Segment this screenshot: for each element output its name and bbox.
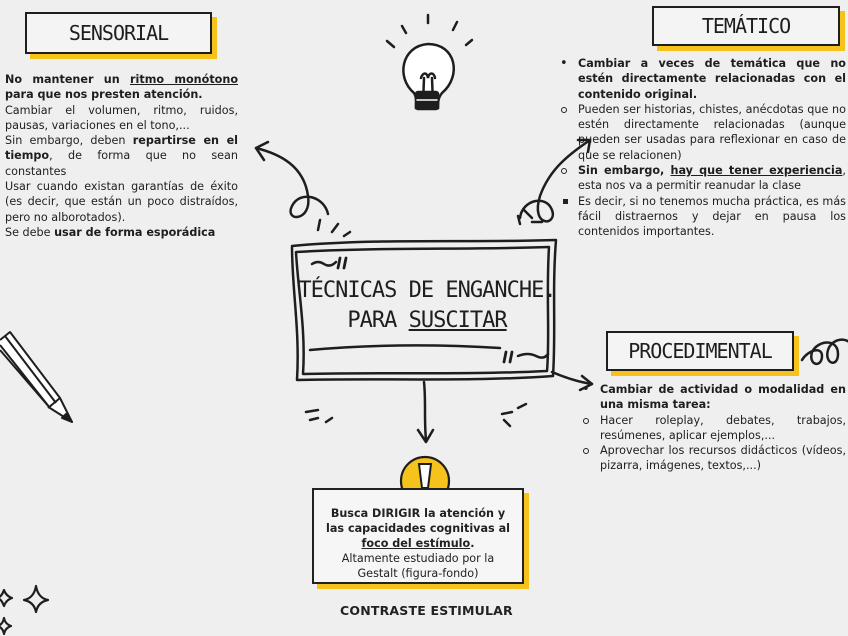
list-item: Es decir, si no tenemos mucha práctica, es más fácil distraernos y dejar en pausa los contenidos importantes. [578,194,846,239]
contraste-note: Altamente estudiado por la Gestalt (figura-fondo) [341,552,495,580]
sensorial-header [25,12,212,54]
contraste-box [312,488,524,584]
tematico-header [652,6,840,46]
spiral-doodle-icon [802,340,848,364]
central-title-line2: PARA SUSCITAR [347,308,507,333]
central-title [296,276,558,336]
tematico-title: TEMÁTICO [701,14,791,38]
procedimental-header [606,331,794,371]
tematico-content [578,56,846,240]
list-item: Hacer roleplay, debates, trabajos, resúmenes, aplicar ejemplos,... [600,413,846,442]
contraste-description: Busca DIRIGIR la atención y las capacidades cognitivas al foco del estímulo. [326,507,510,550]
list-item: Aprovechar los recursos didácticos (vídeos, pizarra, imágenes, textos,...) [600,444,846,473]
list-item: • No mantener un ritmo monótono para que nos presten atención. Cambiar el volumen, ritmo, ruidos, pausas, variaciones en el tono,... Sin embargo, deben repartirse en el tiempo, de forma que no sean constantes Usar cuando existan garantías de éxito (es decir, que están un poco distraídos, pero no alborotados). Se debe usar de forma esporádica [5,72,238,240]
list-item: Usar cuando existan garantías de éxito (es decir, que están un poco distraídos, pero no alborotados). [5,180,238,224]
list-item: Sin embargo, hay que tener experiencia, esta nos va a permitir reanudar la clase Es decir, si no tenemos mucha práctica, es más fácil distraernos y dejar en pausa los contenidos importantes. [578,164,846,239]
contraste-footer: CONTRASTE ESTIMULAR [340,603,513,618]
procedimental-title: PROCEDIMENTAL [628,339,772,363]
sensorial-title: SENSORIAL [68,21,169,45]
list-item: • Cambiar de actividad o modalidad en una misma tarea: Hacer roleplay, debates, trabajos, resúmenes, aplicar ejemplos,... Aprovechar los recursos didácticos (vídeos, pizarra, imágenes, textos,...) [600,382,846,474]
procedimental-content [600,382,846,474]
list-item: • Cambiar a veces de temática que no estén directamente relacionadas con el contenido original. Pueden ser historias, chistes, anécdotas que no estén directamente relacionadas (aunque pueden ser usadas para reflexionar en caso de que se relacionen) Sin embargo, hay que tener experiencia, esta nos va a permitir reanudar la clase Es decir, si no tenemos mucha práctica, es más fácil distraernos y dejar en pausa los contenidos importantes. [578,56,846,240]
pencil-icon [0,332,72,422]
list-item: Sin embargo, deben repartirse en el tiempo, de forma que no sean constantes Usar cuando existan garantías de éxito (es decir, que están un poco distraídos, pero no alborotados). [5,134,238,224]
sparkle-icon [0,586,48,634]
list-item: Pueden ser historias, chistes, anécdotas que no estén directamente relacionadas (aunque pueden ser usadas para reflexionar en caso de que se relacionen) [578,102,846,162]
lightbulb-icon [387,15,472,109]
list-item: Se debe usar de forma esporádica [5,225,238,240]
list-item: Cambiar el volumen, ritmo, ruidos, pausas, variaciones en el tono,... [5,103,238,132]
central-title-line1: TÉCNICAS DE ENGANCHE. [298,278,556,303]
sensorial-content [5,72,238,240]
